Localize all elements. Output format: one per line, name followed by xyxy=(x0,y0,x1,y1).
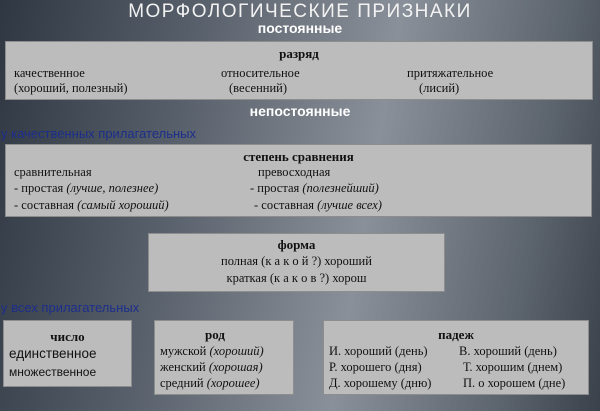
comparison-title: степень сравнения xyxy=(243,149,354,164)
page-title: МОРФОЛОГИЧЕСКИЕ ПРИЗНАКИ xyxy=(128,1,472,22)
forma-title: форма xyxy=(277,237,316,252)
permanent-heading: постоянные xyxy=(257,20,343,36)
nonpermanent-heading: непостоянные xyxy=(249,103,351,119)
forma-box xyxy=(148,233,445,292)
razryad-relative-example: (весенний) xyxy=(229,81,288,95)
forma-full: полная (к а к о й ?) хороший xyxy=(221,254,372,268)
number-box xyxy=(3,320,132,387)
case-dative: Д. хорошему (дню) xyxy=(329,376,432,390)
forma-short: краткая (к а к о в ?) хорош xyxy=(226,271,367,285)
razryad-qualitative: качественное xyxy=(14,66,85,80)
qualitative-label: у качественных прилагательных xyxy=(1,126,197,141)
case-box xyxy=(323,320,589,395)
razryad-relative: относительное xyxy=(221,66,300,80)
gender-box xyxy=(154,320,294,395)
case-nominative: И. хороший (день) xyxy=(329,344,428,358)
number-singular: единственное xyxy=(9,346,97,361)
razryad-qualitative-example: (хороший, полезный) xyxy=(14,81,128,95)
number-plural: множественное xyxy=(9,365,97,379)
superlative-simple: - простая (полезнейший) xyxy=(250,181,379,195)
comparative-name: сравнительная xyxy=(14,165,92,179)
comparison-box xyxy=(5,144,592,217)
superlative-name: превосходная xyxy=(258,165,331,179)
razryad-possessive: притяжательное xyxy=(407,66,494,80)
comparative-simple: - простая (лучше, полезнее) xyxy=(14,181,159,195)
case-prepositional: П. о хорошем (дне) xyxy=(463,376,566,390)
gender-title: род xyxy=(205,327,225,342)
gender-neuter: средний (хорошее) xyxy=(160,376,260,390)
all-label: у всех прилагательных xyxy=(1,300,140,315)
case-instrumental: Т. хорошим (днем) xyxy=(463,360,563,374)
case-accusative: В. хороший (день) xyxy=(459,344,557,358)
case-genitive: Р. хорошего (дня) xyxy=(329,360,422,374)
razryad-title: разряд xyxy=(279,46,319,61)
razryad-possessive-example: (лисий) xyxy=(419,81,460,95)
gender-masculine: мужской (хороший) xyxy=(160,344,264,358)
razryad-box xyxy=(5,41,593,100)
gender-feminine: женский (хорошая) xyxy=(160,360,263,374)
number-title: число xyxy=(50,329,85,344)
comparative-compound: - составная (самый хороший) xyxy=(14,198,169,212)
case-title: падеж xyxy=(438,327,474,342)
superlative-compound: - составная (лучше всех) xyxy=(254,198,382,212)
